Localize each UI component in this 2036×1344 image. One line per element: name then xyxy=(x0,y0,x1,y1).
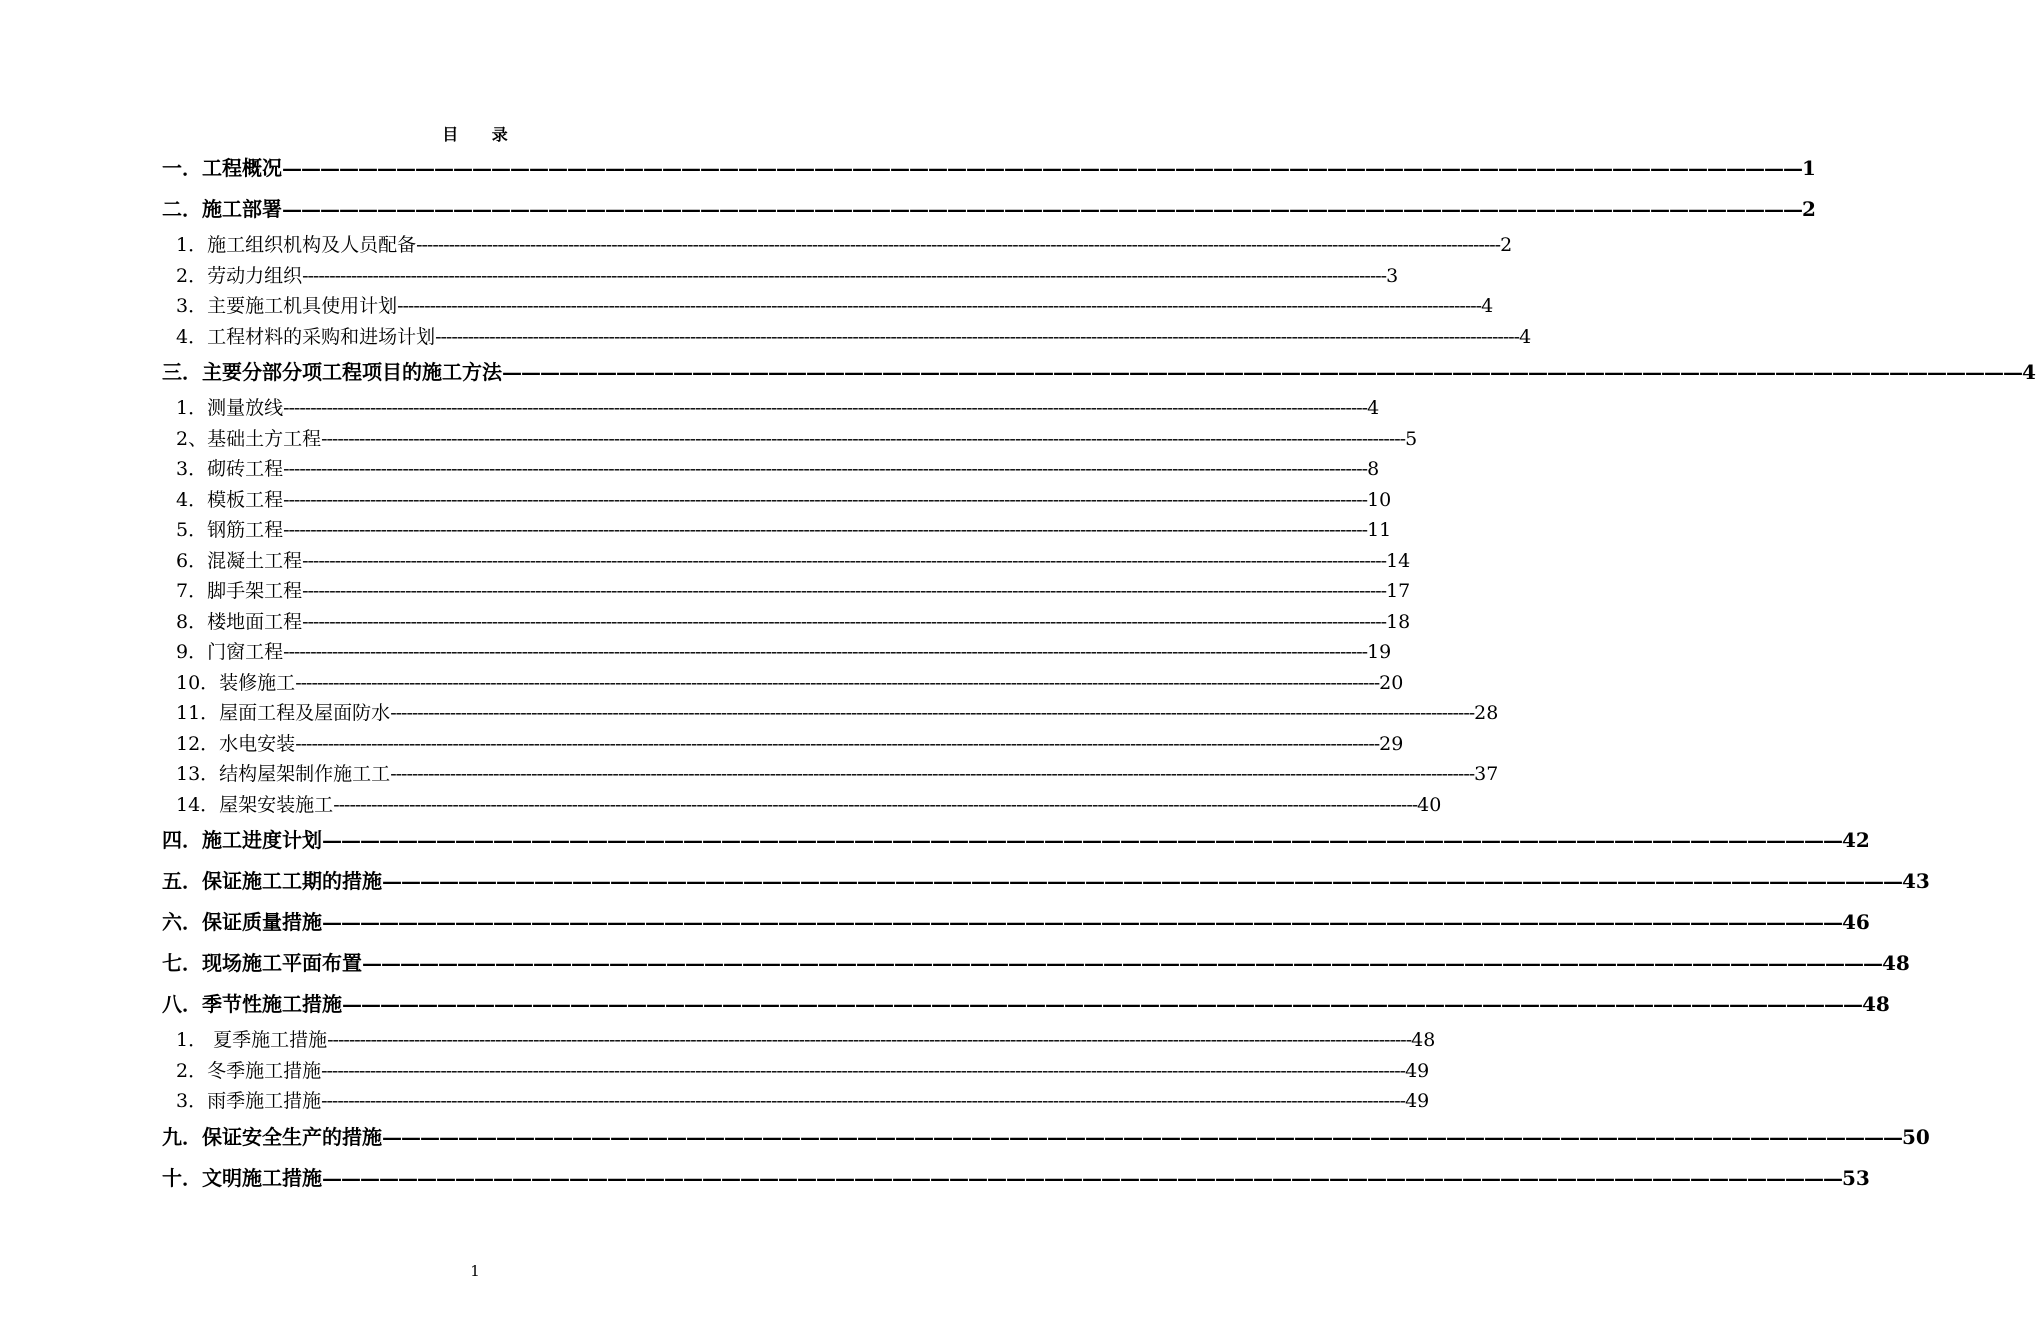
toc-entry-page: 4 xyxy=(2022,360,2036,384)
toc-entry-page: 43 xyxy=(1902,869,1930,893)
toc-entry-page: 14 xyxy=(1386,549,1411,572)
toc-leader-dashes: ———————————————————————————————————————————————————————————————————————————————— xyxy=(322,1165,1842,1190)
toc-entry-label: 八．季节性施工措施 xyxy=(162,992,342,1016)
toc-entry-page: 48 xyxy=(1411,1029,1436,1051)
toc-entry-page: 19 xyxy=(1367,641,1392,663)
toc-subsection-entry[interactable] xyxy=(162,393,1380,424)
toc-section-entry[interactable] xyxy=(162,148,1816,189)
toc-entry-page: 4 xyxy=(1519,325,1532,348)
toc-leader-dashes: -------------------------------------------------------------------------------------------------------------------------------------------------------------------------------------------------------- xyxy=(302,549,1387,572)
toc-subsection-entry[interactable] xyxy=(162,1056,1430,1087)
toc-leader-dashes: -------------------------------------------------------------------------------------------------------------------------------------------------------------------------------------------------------- xyxy=(390,702,1475,724)
toc-entry-label: 10．装修施工 xyxy=(176,671,296,694)
toc-entry-label: 9．门窗工程 xyxy=(176,641,284,663)
toc-leader-dashes: ———————————————————————————————————————————————————————————————————————————————— xyxy=(382,1124,1902,1149)
toc-entry-label: 1． 夏季施工措施 xyxy=(176,1029,328,1051)
toc-entry-label: 十．文明施工措施 xyxy=(162,1165,322,1190)
toc-subsection-entry[interactable] xyxy=(162,322,1532,353)
toc-section-entry[interactable] xyxy=(162,861,1930,902)
toc-leader-dashes: ———————————————————————————————————————————————————————————————————————————————— xyxy=(342,992,1862,1016)
toc-leader-dashes: ———————————————————————————————————————————————————————————————————————————————— xyxy=(362,951,1882,975)
toc-subsection-entry[interactable] xyxy=(162,729,1404,760)
toc-entry-page: 37 xyxy=(1474,763,1499,785)
toc-entry-label: 14．屋架安装施工 xyxy=(176,793,334,816)
toc-entry-page: 17 xyxy=(1386,580,1411,602)
toc-entry-page: 50 xyxy=(1902,1124,1930,1149)
toc-leader-dashes: -------------------------------------------------------------------------------------------------------------------------------------------------------------------------------------------------------- xyxy=(283,641,1368,663)
toc-entry-label: 6．混凝土工程 xyxy=(176,549,303,572)
toc-entry-page: 29 xyxy=(1379,732,1404,755)
toc-subsection-entry[interactable] xyxy=(162,454,1380,485)
toc-leader-dashes: ———————————————————————————————————————————————————————————————————————————————— xyxy=(382,869,1902,893)
toc-entry-label: 3．雨季施工措施 xyxy=(176,1090,322,1112)
toc-leader-dashes: ———————————————————————————————————————————————————————————————————————————————— xyxy=(282,156,1802,180)
toc-entry-page: 11 xyxy=(1367,519,1392,541)
toc-leader-dashes: -------------------------------------------------------------------------------------------------------------------------------------------------------------------------------------------------------- xyxy=(283,519,1368,541)
toc-entry-label: 4．模板工程 xyxy=(176,488,284,511)
toc-entry-label: 一．工程概况 xyxy=(162,156,282,180)
toc-entry-page: 42 xyxy=(1842,828,1870,852)
toc-subsection-entry[interactable] xyxy=(162,424,1418,455)
toc-entry-page: 18 xyxy=(1386,610,1411,633)
toc-entry-page: 2 xyxy=(1500,234,1513,256)
toc-entry-page: 53 xyxy=(1842,1165,1870,1190)
toc-entry-label: 4．工程材料的采购和进场计划 xyxy=(176,325,436,348)
toc-entry-page: 1 xyxy=(1802,156,1816,180)
toc-entry-page: 49 xyxy=(1405,1059,1430,1082)
toc-leader-dashes: -------------------------------------------------------------------------------------------------------------------------------------------------------------------------------------------------------- xyxy=(416,234,1501,256)
toc-entry-label: 六．保证质量措施 xyxy=(162,910,322,934)
toc-section-entry[interactable] xyxy=(162,1158,1870,1199)
toc-entry-label: 11．屋面工程及屋面防水 xyxy=(176,702,391,724)
toc-leader-dashes: ———————————————————————————————————————————————————————————————————————————————— xyxy=(322,910,1842,934)
toc-leader-dashes: -------------------------------------------------------------------------------------------------------------------------------------------------------------------------------------------------------- xyxy=(283,488,1368,511)
toc-subsection-entry[interactable] xyxy=(162,1086,1430,1117)
toc-entry-page: 8 xyxy=(1367,458,1380,480)
toc-leader-dashes: -------------------------------------------------------------------------------------------------------------------------------------------------------------------------------------------------------- xyxy=(397,295,1482,317)
toc-subsection-entry[interactable] xyxy=(162,759,1499,790)
toc-leader-dashes: -------------------------------------------------------------------------------------------------------------------------------------------------------------------------------------------------------- xyxy=(302,580,1387,602)
toc-subsection-entry[interactable] xyxy=(162,515,1392,546)
toc-entry-label: 5．钢筋工程 xyxy=(176,519,284,541)
toc-entry-label: 8．楼地面工程 xyxy=(176,610,303,633)
toc-entry-page: 49 xyxy=(1405,1090,1430,1112)
toc-entry-page: 28 xyxy=(1474,702,1499,724)
toc-entry-page: 5 xyxy=(1405,427,1418,450)
toc-leader-dashes: -------------------------------------------------------------------------------------------------------------------------------------------------------------------------------------------------------- xyxy=(333,793,1418,816)
toc-subsection-entry[interactable] xyxy=(162,546,1411,577)
toc-entry-label: 13．结构屋架制作施工工 xyxy=(176,763,391,785)
toc-subsection-entry[interactable] xyxy=(162,607,1411,638)
toc-section-entry[interactable] xyxy=(162,189,1816,230)
toc-subsection-entry[interactable] xyxy=(162,576,1411,607)
toc-subsection-entry[interactable] xyxy=(162,230,1513,261)
toc-leader-dashes: -------------------------------------------------------------------------------------------------------------------------------------------------------------------------------------------------------- xyxy=(295,671,1380,694)
toc-leader-dashes: -------------------------------------------------------------------------------------------------------------------------------------------------------------------------------------------------------- xyxy=(435,325,1520,348)
toc-entry-label: 2．劳动力组织 xyxy=(176,264,303,287)
toc-entry-page: 40 xyxy=(1417,793,1442,816)
toc-leader-dashes: -------------------------------------------------------------------------------------------------------------------------------------------------------------------------------------------------------- xyxy=(283,458,1368,480)
toc-leader-dashes: ———————————————————————————————————————————————————————————————————————————————— xyxy=(282,197,1802,221)
toc-entry-label: 九．保证安全生产的措施 xyxy=(162,1124,382,1149)
toc-entry-label: 7．脚手架工程 xyxy=(176,580,303,602)
toc-entry-page: 4 xyxy=(1481,295,1494,317)
toc-entry-page: 2 xyxy=(1802,197,1816,221)
toc-leader-dashes: -------------------------------------------------------------------------------------------------------------------------------------------------------------------------------------------------------- xyxy=(321,1090,1406,1112)
toc-leader-dashes: -------------------------------------------------------------------------------------------------------------------------------------------------------------------------------------------------------- xyxy=(295,732,1380,755)
toc-entry-label: 12．水电安装 xyxy=(176,732,296,755)
toc-section-entry[interactable] xyxy=(162,984,1890,1025)
table-of-contents xyxy=(162,148,2036,1199)
toc-entry-label: 七．现场施工平面布置 xyxy=(162,951,362,975)
toc-entry-label: 1．测量放线 xyxy=(176,397,284,419)
toc-leader-dashes: ———————————————————————————————————————————————————————————————————————————————— xyxy=(322,828,1842,852)
toc-leader-dashes: -------------------------------------------------------------------------------------------------------------------------------------------------------------------------------------------------------- xyxy=(302,264,1387,287)
toc-entry-label: 四．施工进度计划 xyxy=(162,828,322,852)
toc-section-entry[interactable] xyxy=(162,943,1910,984)
toc-entry-label: 1．施工组织机构及人员配备 xyxy=(176,234,417,256)
toc-entry-label: 五．保证施工工期的措施 xyxy=(162,869,382,893)
toc-entry-page: 48 xyxy=(1882,951,1910,975)
toc-section-entry[interactable] xyxy=(162,1117,1930,1158)
toc-section-entry[interactable] xyxy=(162,902,1870,943)
toc-section-entry[interactable] xyxy=(162,820,1870,861)
toc-section-entry[interactable] xyxy=(162,352,2036,393)
toc-subsection-entry[interactable] xyxy=(162,790,1442,821)
toc-subsection-entry[interactable] xyxy=(162,485,1392,516)
toc-entry-page: 46 xyxy=(1842,910,1870,934)
toc-subsection-entry[interactable] xyxy=(162,1025,1436,1056)
toc-title: 目 录 xyxy=(442,125,522,144)
toc-subsection-entry[interactable] xyxy=(162,291,1494,322)
toc-entry-page: 20 xyxy=(1379,671,1404,694)
toc-leader-dashes: -------------------------------------------------------------------------------------------------------------------------------------------------------------------------------------------------------- xyxy=(327,1029,1412,1051)
toc-leader-dashes: ———————————————————————————————————————————————————————————————————————————————— xyxy=(502,360,2022,384)
toc-subsection-entry[interactable] xyxy=(162,261,1399,292)
toc-entry-label: 3．主要施工机具使用计划 xyxy=(176,295,398,317)
toc-entry-label: 二．施工部署 xyxy=(162,197,282,221)
toc-entry-label: 3．砌砖工程 xyxy=(176,458,284,480)
toc-leader-dashes: -------------------------------------------------------------------------------------------------------------------------------------------------------------------------------------------------------- xyxy=(321,427,1406,450)
toc-entry-label: 2、基础土方工程 xyxy=(176,427,322,450)
toc-entry-page: 3 xyxy=(1386,264,1399,287)
toc-entry-page: 10 xyxy=(1367,488,1392,511)
toc-leader-dashes: -------------------------------------------------------------------------------------------------------------------------------------------------------------------------------------------------------- xyxy=(390,763,1475,785)
toc-entry-page: 4 xyxy=(1367,397,1380,419)
toc-subsection-entry[interactable] xyxy=(162,637,1392,668)
toc-leader-dashes: -------------------------------------------------------------------------------------------------------------------------------------------------------------------------------------------------------- xyxy=(283,397,1368,419)
toc-entry-label: 三．主要分部分项工程项目的施工方法 xyxy=(162,360,502,384)
toc-entry-page: 48 xyxy=(1862,992,1890,1016)
toc-subsection-entry[interactable] xyxy=(162,668,1404,699)
toc-subsection-entry[interactable] xyxy=(162,698,1499,729)
toc-leader-dashes: -------------------------------------------------------------------------------------------------------------------------------------------------------------------------------------------------------- xyxy=(321,1059,1406,1082)
page-number: 1 xyxy=(470,1262,480,1280)
toc-leader-dashes: -------------------------------------------------------------------------------------------------------------------------------------------------------------------------------------------------------- xyxy=(302,610,1387,633)
toc-entry-label: 2．冬季施工措施 xyxy=(176,1059,322,1082)
